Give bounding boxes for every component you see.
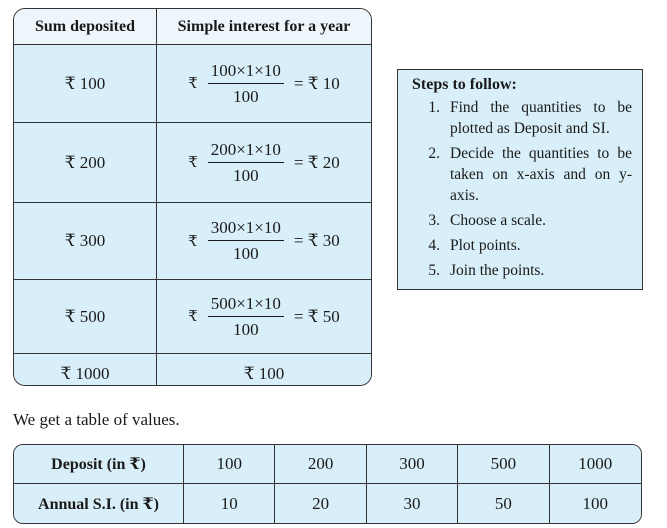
fraction <box>208 294 284 340</box>
fraction-denominator: 100 <box>233 319 259 339</box>
step-number: 4. <box>428 237 440 254</box>
step-text: Join the points. <box>450 262 545 279</box>
fraction-denominator: 100 <box>233 244 259 263</box>
step-item <box>412 260 632 281</box>
step-text: Decide the quantities to be taken on x-axis and on y-axis. <box>450 145 632 204</box>
interest-formula-cell <box>157 280 371 354</box>
interest-result: = ₹ 50 <box>293 306 340 326</box>
fraction-numerator: 500×1×10 <box>208 294 284 317</box>
step-item <box>412 143 632 206</box>
interest-formula-cell <box>157 45 371 123</box>
fraction-denominator: 100 <box>233 86 259 106</box>
interest-result: = ₹ 30 <box>293 231 340 250</box>
steps-title: Steps to follow: <box>412 76 517 93</box>
header-sum-deposited: Sum deposited <box>14 9 157 45</box>
rupee-prefix: ₹ <box>188 76 198 92</box>
steps-box <box>397 69 643 290</box>
deposit-value: 1000 <box>550 445 641 484</box>
fraction <box>208 140 284 186</box>
interest-cell: ₹ 100 <box>157 354 371 386</box>
deposit-value: 200 <box>275 445 366 484</box>
interest-formula-cell <box>157 123 371 203</box>
step-text: Choose a scale. <box>450 212 546 229</box>
step-number: 5. <box>428 262 440 279</box>
header-simple-interest: Simple interest for a year <box>157 9 371 45</box>
rupee-prefix: ₹ <box>188 233 198 250</box>
deposit-cell: ₹ 200 <box>14 123 157 203</box>
deposit-cell: ₹ 1000 <box>14 354 157 386</box>
fraction-numerator: 300×1×10 <box>208 218 284 241</box>
step-text: Find the quantities to be plotted as Deposit and SI. <box>450 99 632 137</box>
rupee-prefix: ₹ <box>188 155 198 171</box>
annual-si-value: 30 <box>367 484 458 523</box>
annual-si-value: 10 <box>184 484 275 523</box>
step-number: 3. <box>428 212 440 229</box>
step-number: 2. <box>428 145 440 162</box>
values-table <box>13 444 642 524</box>
step-item <box>412 235 632 256</box>
rupee-prefix: ₹ <box>188 309 198 325</box>
step-item <box>412 97 632 139</box>
annual-si-value: 20 <box>275 484 366 523</box>
fraction-numerator: 200×1×10 <box>208 140 284 163</box>
fraction-numerator: 100×1×10 <box>208 61 284 84</box>
interest-result: = ₹ 20 <box>293 152 340 172</box>
interest-result: = ₹ 10 <box>293 73 340 93</box>
deposit-cell: ₹ 300 <box>14 203 157 280</box>
caption-text: We get a table of values. <box>13 410 180 429</box>
interest-calculation-table <box>13 8 372 386</box>
annual-si-value: 100 <box>550 484 641 523</box>
step-number: 1. <box>428 99 440 116</box>
deposit-value: 300 <box>367 445 458 484</box>
deposit-value: 500 <box>458 445 549 484</box>
fraction <box>208 61 284 107</box>
fraction <box>208 218 284 264</box>
step-item <box>412 210 632 231</box>
interest-formula-cell <box>157 203 371 280</box>
deposit-cell: ₹ 500 <box>14 280 157 354</box>
deposit-cell: ₹ 100 <box>14 45 157 123</box>
row-label-annual-si: Annual S.I. (in ₹) <box>14 484 184 523</box>
row-label-deposit: Deposit (in ₹) <box>14 445 184 484</box>
fraction-denominator: 100 <box>233 165 259 185</box>
annual-si-value: 50 <box>458 484 549 523</box>
step-text: Plot points. <box>450 237 521 254</box>
deposit-value: 100 <box>184 445 275 484</box>
